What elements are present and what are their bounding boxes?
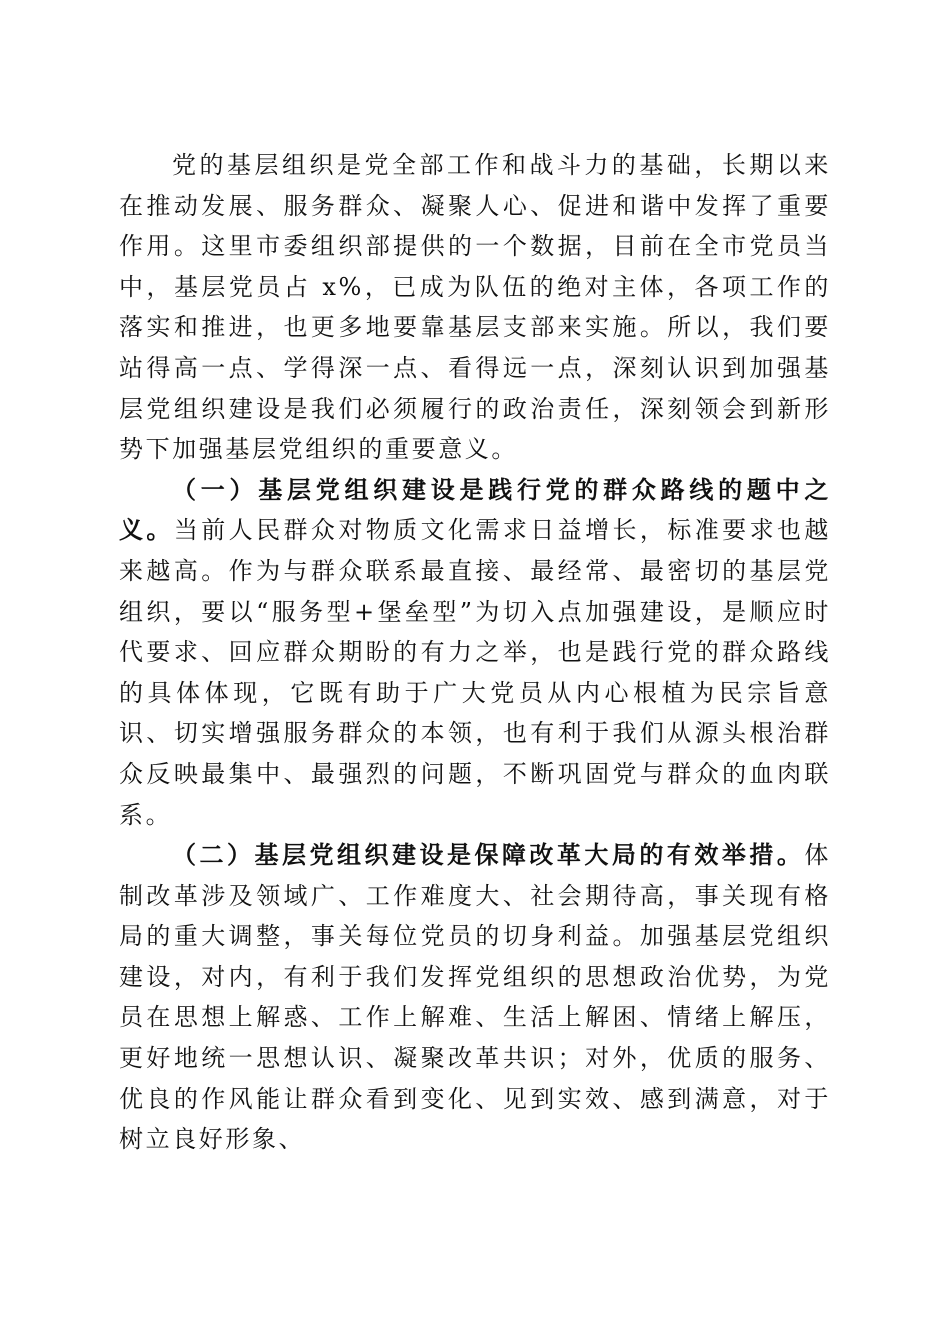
document-body (119, 145, 831, 1160)
section-1-heading: （一）基层党组织建设是践行党的群众路线的题中之义。 (119, 474, 831, 545)
section-1-text: 当前人民群众对物质文化需求日益增长，标准要求也越来越高。作为与群众联系最直接、最经常、最密切的基层党组织，要以“服务型+堡垒型”为切入点加强建设，是顺应时代要求、回应群众期盼的有力之举，也是践行党的群众路线的具体体现，它既有助于广大党员从内心根植为民宗旨意识、切实增强服务群众的本领，也有利于我们从源头根治群众反映最集中、最强烈的问题，不断巩固党与群众的血肉联系。 (119, 516, 832, 829)
section-2-text: 体制改革涉及领域广、工作难度大、社会期待高，事关现有格局的重大调整，事关每位党员的切身利益。加强基层党组织建设，对内，有利于我们发挥党组织的思想政治优势，为党员在思想上解惑、工作上解难、生活上解困、情绪上解压，更好地统一思想认识、凝聚改革共识；对外，优质的服务、优良的作风能让群众看到变化、见到实效、感到满意，对于树立良好形象、 (119, 841, 831, 1154)
paragraph-intro (119, 145, 831, 470)
paragraph-intro-text: 党的基层组织是党全部工作和战斗力的基础，长期以来在推动发展、服务群众、凝聚人心、促进和谐中发挥了重要作用。这里市委组织部提供的一个数据，目前在全市党员当中，基层党员占 x%，已成为队伍的绝对主体，各项工作的落实和推进，也更多地要靠基层支部来实施。所以，我们要站得高一点、学得深一点、看得远一点，深刻认识到加强基层党组织建设是我们必须履行的政治责任，深刻领会到新形势下加强基层党组织的重要意义。 (119, 151, 831, 464)
paragraph-section-1 (119, 470, 831, 835)
paragraph-section-2 (119, 835, 831, 1160)
section-2-heading: （二）基层党组织建设是保障改革大局的有效举措。 (172, 840, 805, 870)
